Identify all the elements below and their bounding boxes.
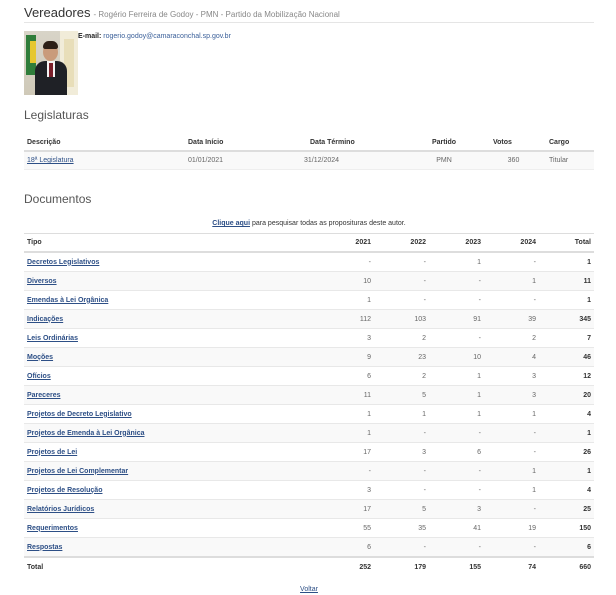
email-line bbox=[78, 33, 231, 40]
doc-y2023-cell: 1 bbox=[429, 405, 484, 424]
doc-type-link[interactable]: Respostas bbox=[27, 543, 63, 551]
doc-type-cell bbox=[24, 272, 270, 291]
councilor-photo bbox=[24, 31, 78, 95]
table-row bbox=[24, 329, 594, 348]
doc-y2021-cell: 17 bbox=[270, 500, 374, 519]
doc-type-link[interactable]: Emendas à Lei Orgânica bbox=[27, 296, 109, 304]
doc-total-cell: 1 bbox=[539, 462, 594, 481]
table-row bbox=[24, 462, 594, 481]
doc-y2022-cell: 2 bbox=[374, 367, 429, 386]
doc-y2023-cell: 1 bbox=[429, 367, 484, 386]
page-title: Vereadores bbox=[24, 5, 91, 20]
doc-y2024-cell: 1 bbox=[484, 272, 539, 291]
table-row bbox=[24, 386, 594, 405]
doc-type-cell bbox=[24, 462, 270, 481]
doc-type-cell bbox=[24, 500, 270, 519]
votos-value: 360 bbox=[481, 151, 546, 170]
total-2024: 74 bbox=[484, 557, 539, 577]
doc-type-cell bbox=[24, 367, 270, 386]
doc-total-cell: 4 bbox=[539, 405, 594, 424]
doc-type-link[interactable]: Projetos de Emenda à Lei Orgânica bbox=[27, 429, 145, 437]
doc-y2021-cell: 3 bbox=[270, 481, 374, 500]
total-all: 660 bbox=[539, 557, 594, 577]
partido-value: PMN bbox=[407, 151, 481, 170]
table-row bbox=[24, 252, 594, 272]
doc-y2021-cell: - bbox=[270, 462, 374, 481]
doc-type-link[interactable]: Pareceres bbox=[27, 391, 61, 399]
doc-y2024-cell: 19 bbox=[484, 519, 539, 538]
col-2022: 2022 bbox=[374, 234, 429, 253]
doc-y2021-cell: 3 bbox=[270, 329, 374, 348]
legislatura-link[interactable]: 18ª Legislatura bbox=[27, 157, 74, 164]
doc-y2023-cell: 6 bbox=[429, 443, 484, 462]
col-tipo: Tipo bbox=[24, 234, 270, 253]
doc-y2024-cell: 1 bbox=[484, 405, 539, 424]
doc-y2022-cell: 5 bbox=[374, 386, 429, 405]
search-propositions-link[interactable]: Clique aqui bbox=[212, 220, 251, 227]
doc-total-cell: 1 bbox=[539, 252, 594, 272]
doc-type-cell bbox=[24, 348, 270, 367]
doc-type-link[interactable]: Projetos de Lei Complementar bbox=[27, 467, 129, 475]
doc-total-cell: 12 bbox=[539, 367, 594, 386]
total-2021: 252 bbox=[270, 557, 374, 577]
doc-type-cell bbox=[24, 405, 270, 424]
total-2022: 179 bbox=[374, 557, 429, 577]
col-votos: Votos bbox=[481, 134, 546, 151]
doc-y2022-cell: 35 bbox=[374, 519, 429, 538]
doc-type-cell bbox=[24, 386, 270, 405]
doc-total-cell: 4 bbox=[539, 481, 594, 500]
doc-type-cell bbox=[24, 252, 270, 272]
table-row bbox=[24, 367, 594, 386]
doc-type-cell bbox=[24, 538, 270, 558]
page-subtitle: - Rogério Ferreira de Godoy - PMN - Partido da Mobilização Nacional bbox=[93, 10, 340, 19]
doc-y2022-cell: - bbox=[374, 252, 429, 272]
doc-y2021-cell: 112 bbox=[270, 310, 374, 329]
doc-y2022-cell: - bbox=[374, 481, 429, 500]
table-row bbox=[24, 481, 594, 500]
doc-type-link[interactable]: Relatórios Jurídicos bbox=[27, 505, 95, 513]
doc-y2021-cell: 11 bbox=[270, 386, 374, 405]
doc-type-cell bbox=[24, 291, 270, 310]
doc-y2022-cell: - bbox=[374, 538, 429, 558]
doc-y2022-cell: 103 bbox=[374, 310, 429, 329]
doc-y2023-cell: 1 bbox=[429, 252, 484, 272]
doc-y2022-cell: 2 bbox=[374, 329, 429, 348]
doc-y2024-cell: 4 bbox=[484, 348, 539, 367]
doc-y2023-cell: - bbox=[429, 329, 484, 348]
doc-total-cell: 11 bbox=[539, 272, 594, 291]
table-row bbox=[24, 443, 594, 462]
col-2021: 2021 bbox=[270, 234, 374, 253]
search-propositions-text: para pesquisar todas as proposituras deste autor. bbox=[250, 220, 406, 227]
col-descricao: Descrição bbox=[24, 134, 185, 151]
doc-y2024-cell: - bbox=[484, 500, 539, 519]
legislaturas-header-row bbox=[24, 134, 594, 151]
doc-y2022-cell: 23 bbox=[374, 348, 429, 367]
doc-y2021-cell: 55 bbox=[270, 519, 374, 538]
doc-y2021-cell: 6 bbox=[270, 538, 374, 558]
col-cargo: Cargo bbox=[546, 134, 594, 151]
doc-total-cell: 150 bbox=[539, 519, 594, 538]
doc-y2024-cell: - bbox=[484, 443, 539, 462]
col-data-inicio: Data Início bbox=[185, 134, 296, 151]
doc-y2021-cell: 17 bbox=[270, 443, 374, 462]
doc-total-cell: 1 bbox=[539, 424, 594, 443]
doc-type-link[interactable]: Diversos bbox=[27, 277, 57, 285]
doc-type-cell bbox=[24, 310, 270, 329]
doc-y2023-cell: - bbox=[429, 462, 484, 481]
col-2023: 2023 bbox=[429, 234, 484, 253]
doc-y2023-cell: 41 bbox=[429, 519, 484, 538]
table-row bbox=[24, 348, 594, 367]
doc-total-cell: 26 bbox=[539, 443, 594, 462]
doc-y2021-cell: 6 bbox=[270, 367, 374, 386]
doc-type-cell bbox=[24, 424, 270, 443]
doc-type-link[interactable]: Leis Ordinárias bbox=[27, 334, 78, 342]
doc-y2021-cell: 1 bbox=[270, 424, 374, 443]
col-2024: 2024 bbox=[484, 234, 539, 253]
doc-type-link[interactable]: Projetos de Resolução bbox=[27, 486, 103, 494]
doc-y2024-cell: 1 bbox=[484, 481, 539, 500]
doc-type-link[interactable]: Projetos de Lei bbox=[27, 448, 78, 456]
doc-y2023-cell: 3 bbox=[429, 500, 484, 519]
doc-y2023-cell: - bbox=[429, 272, 484, 291]
doc-y2023-cell: - bbox=[429, 481, 484, 500]
doc-type-link[interactable]: Requerimentos bbox=[27, 524, 78, 532]
table-row bbox=[24, 500, 594, 519]
doc-y2024-cell: - bbox=[484, 252, 539, 272]
table-row bbox=[24, 151, 594, 170]
doc-y2022-cell: - bbox=[374, 462, 429, 481]
doc-y2024-cell: 3 bbox=[484, 386, 539, 405]
doc-total-cell: 46 bbox=[539, 348, 594, 367]
doc-y2021-cell: 10 bbox=[270, 272, 374, 291]
doc-y2023-cell: 91 bbox=[429, 310, 484, 329]
legislaturas-table bbox=[24, 134, 594, 170]
doc-y2021-cell: - bbox=[270, 252, 374, 272]
doc-y2021-cell: 1 bbox=[270, 291, 374, 310]
doc-y2022-cell: - bbox=[374, 424, 429, 443]
doc-total-cell: 6 bbox=[539, 538, 594, 558]
doc-total-cell: 1 bbox=[539, 291, 594, 310]
cargo-value: Titular bbox=[546, 151, 594, 170]
doc-y2024-cell: - bbox=[484, 538, 539, 558]
voltar-container bbox=[24, 586, 594, 593]
doc-total-cell: 25 bbox=[539, 500, 594, 519]
email-label: E-mail: bbox=[78, 33, 102, 40]
legislaturas-heading: Legislaturas bbox=[24, 108, 89, 122]
doc-type-link[interactable]: Indicações bbox=[27, 315, 64, 323]
documentos-body bbox=[24, 252, 594, 557]
total-2023: 155 bbox=[429, 557, 484, 577]
total-label: Total bbox=[24, 557, 270, 577]
doc-type-link[interactable]: Moções bbox=[27, 353, 54, 361]
table-row bbox=[24, 291, 594, 310]
doc-y2022-cell: - bbox=[374, 272, 429, 291]
doc-y2023-cell: - bbox=[429, 538, 484, 558]
doc-type-cell bbox=[24, 519, 270, 538]
doc-type-link[interactable]: Projetos de Decreto Legislativo bbox=[27, 410, 132, 418]
doc-y2023-cell: - bbox=[429, 424, 484, 443]
doc-total-cell: 7 bbox=[539, 329, 594, 348]
col-total: Total bbox=[539, 234, 594, 253]
voltar-link[interactable]: Voltar bbox=[300, 586, 318, 593]
table-row bbox=[24, 538, 594, 558]
doc-y2022-cell: 5 bbox=[374, 500, 429, 519]
doc-y2021-cell: 9 bbox=[270, 348, 374, 367]
doc-y2022-cell: 1 bbox=[374, 405, 429, 424]
doc-type-cell bbox=[24, 481, 270, 500]
col-data-termino: Data Término bbox=[296, 134, 407, 151]
email-link[interactable]: rogerio.godoy@camaraconchal.sp.gov.br bbox=[103, 33, 231, 40]
doc-type-cell bbox=[24, 443, 270, 462]
doc-y2024-cell: 1 bbox=[484, 462, 539, 481]
doc-y2024-cell: 3 bbox=[484, 367, 539, 386]
table-row bbox=[24, 272, 594, 291]
doc-y2022-cell: - bbox=[374, 291, 429, 310]
col-partido: Partido bbox=[407, 134, 481, 151]
doc-y2022-cell: 3 bbox=[374, 443, 429, 462]
data-inicio-value: 01/01/2021 bbox=[185, 151, 296, 170]
doc-y2024-cell: - bbox=[484, 424, 539, 443]
page-header bbox=[24, 4, 594, 23]
doc-y2023-cell: 10 bbox=[429, 348, 484, 367]
documentos-table bbox=[24, 233, 594, 577]
doc-y2023-cell: - bbox=[429, 291, 484, 310]
table-row bbox=[24, 519, 594, 538]
table-row bbox=[24, 424, 594, 443]
documentos-heading: Documentos bbox=[24, 192, 92, 206]
data-termino-value: 31/12/2024 bbox=[296, 151, 407, 170]
search-propositions-line bbox=[24, 220, 594, 227]
documentos-header-row bbox=[24, 234, 594, 253]
table-row bbox=[24, 310, 594, 329]
doc-y2021-cell: 1 bbox=[270, 405, 374, 424]
doc-y2024-cell: 2 bbox=[484, 329, 539, 348]
table-row bbox=[24, 405, 594, 424]
doc-total-cell: 345 bbox=[539, 310, 594, 329]
doc-type-link[interactable]: Decretos Legislativos bbox=[27, 258, 100, 266]
doc-type-link[interactable]: Ofícios bbox=[27, 372, 51, 380]
doc-total-cell: 20 bbox=[539, 386, 594, 405]
documentos-total-row bbox=[24, 557, 594, 577]
doc-type-cell bbox=[24, 329, 270, 348]
doc-y2024-cell: - bbox=[484, 291, 539, 310]
doc-y2024-cell: 39 bbox=[484, 310, 539, 329]
doc-y2023-cell: 1 bbox=[429, 386, 484, 405]
